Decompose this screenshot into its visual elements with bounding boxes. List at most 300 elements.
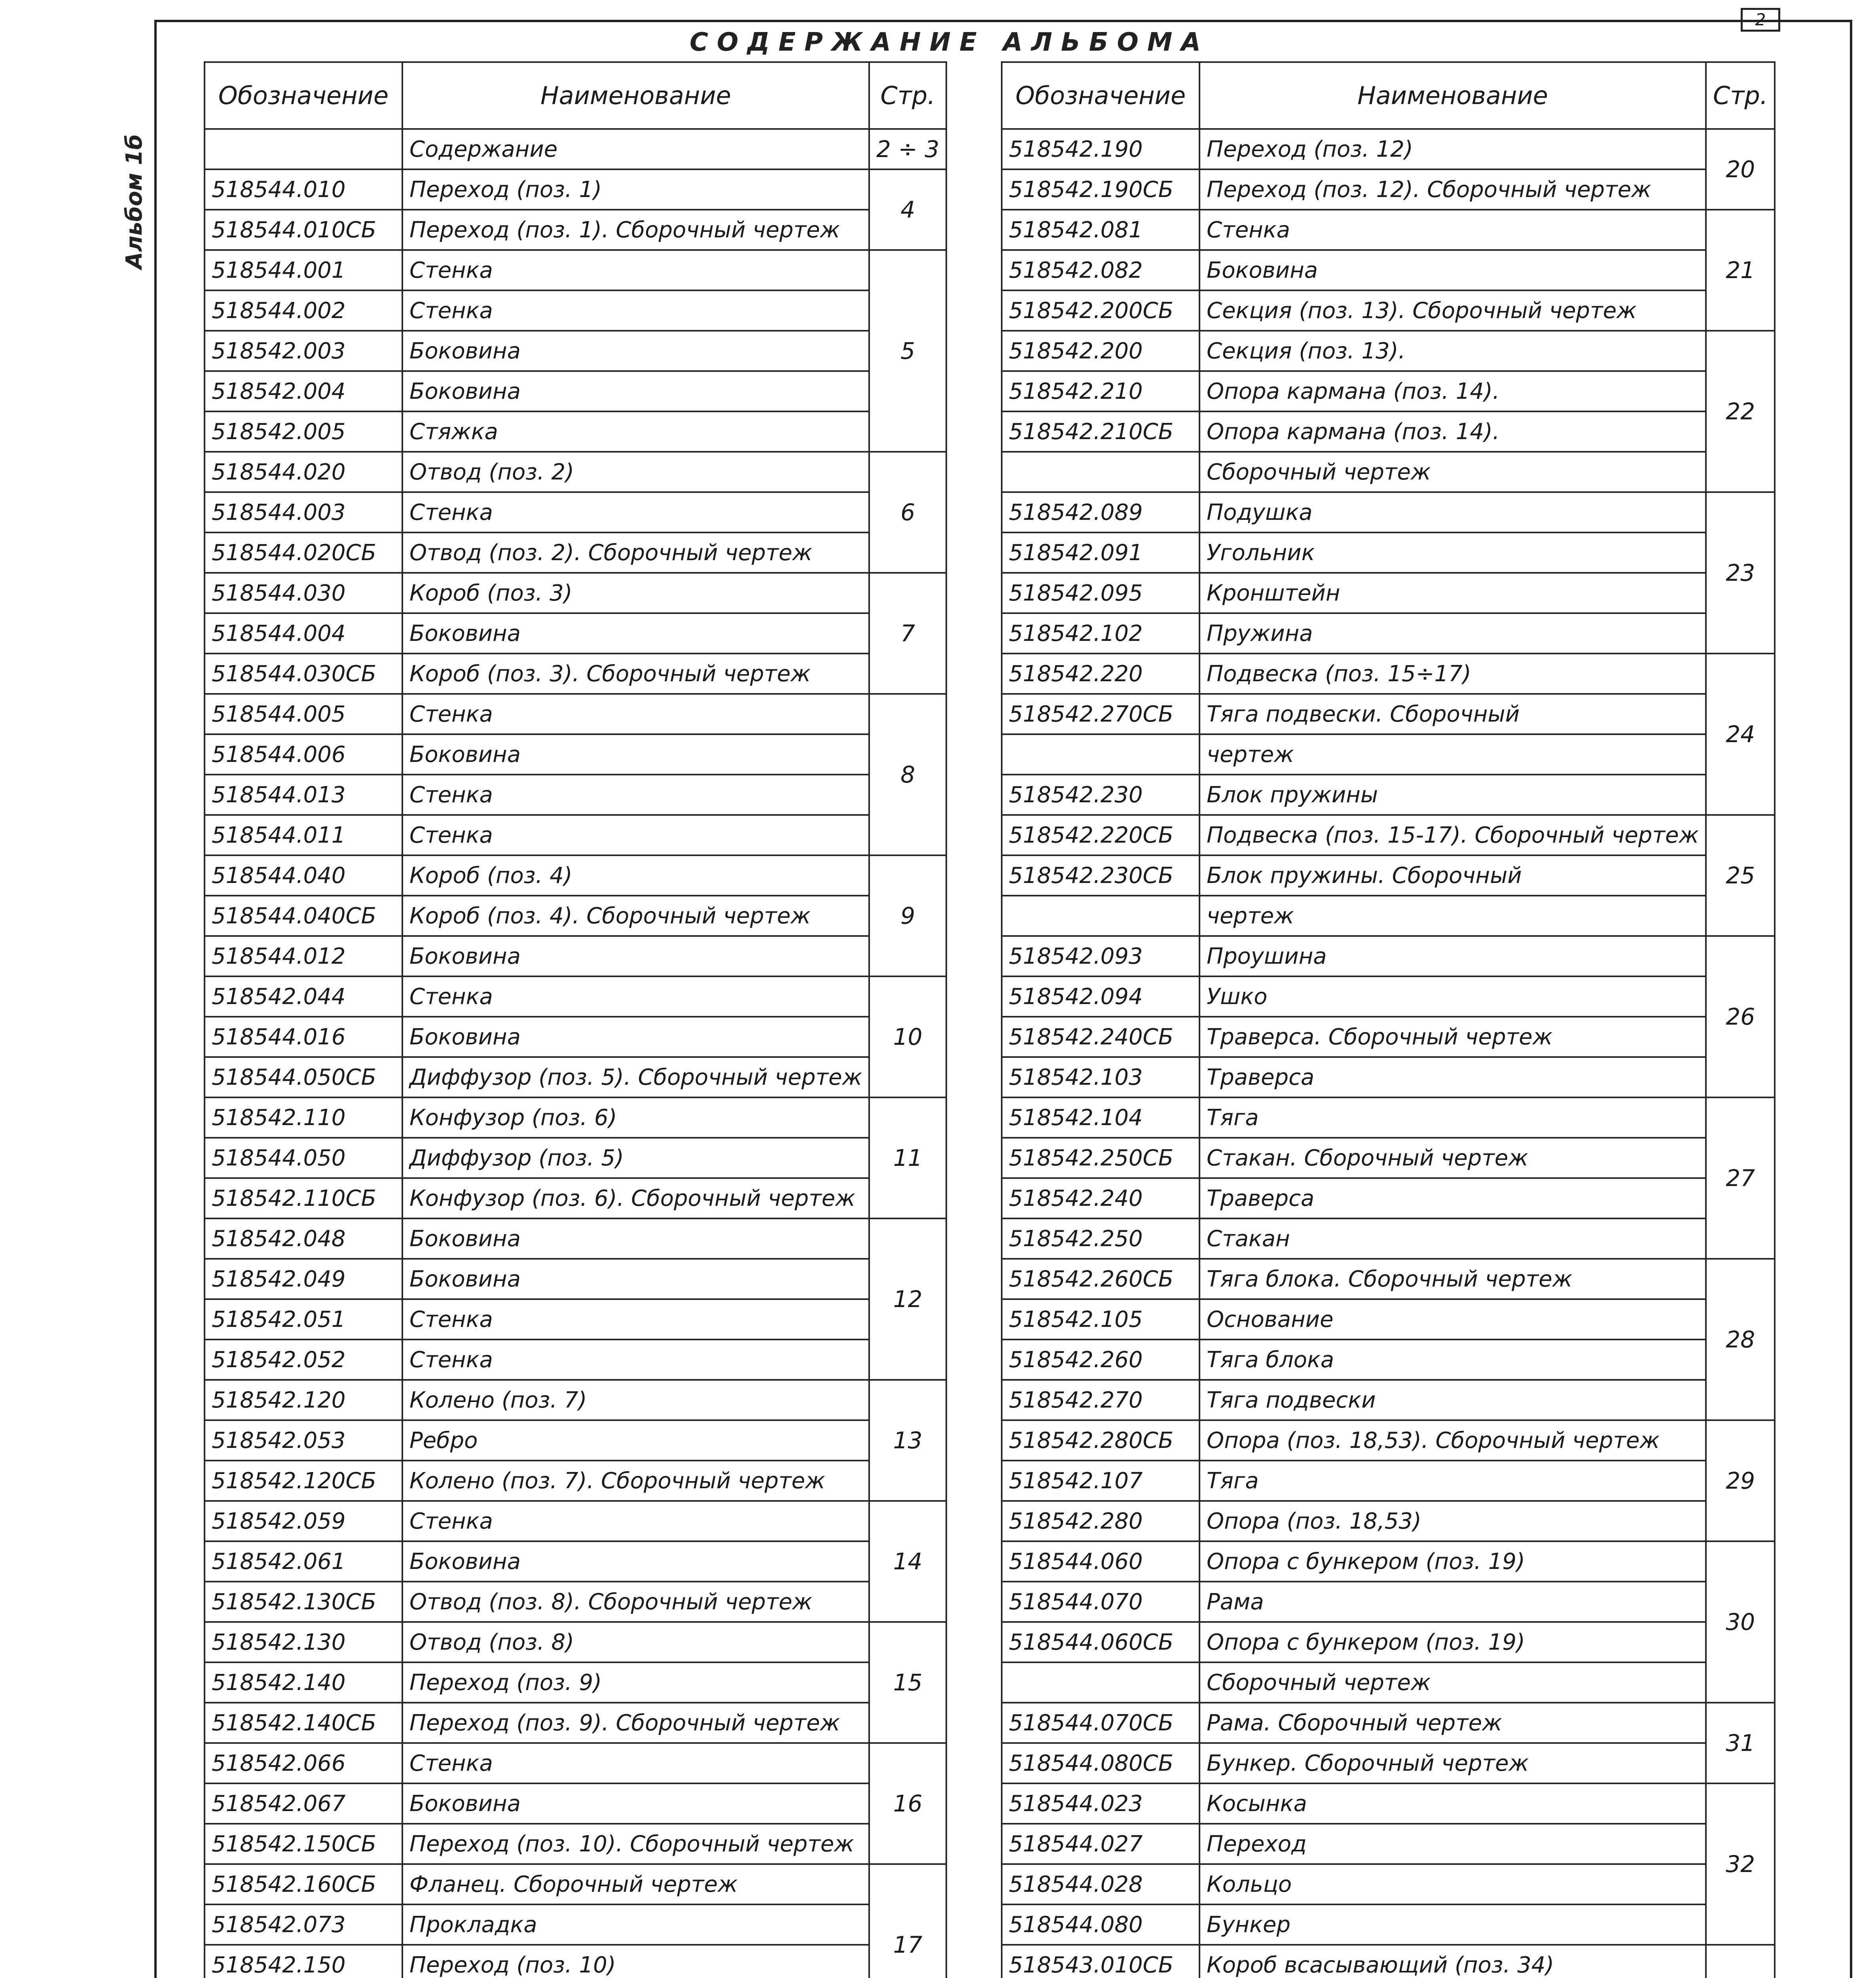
name-cell: Секция (поз. 13). Сборочный чертеж	[1200, 290, 1706, 331]
table-row	[205, 1743, 946, 1783]
header-name: Наименование	[1200, 62, 1706, 129]
designation-cell: 518542.190	[1002, 129, 1200, 169]
designation-cell: 518542.061	[205, 1541, 402, 1582]
name-cell: Переход (поз. 12). Сборочный чертеж	[1200, 169, 1706, 210]
table-row	[1002, 1461, 1775, 1501]
name-cell: Тяга	[1200, 1097, 1706, 1138]
name-cell: Стенка	[402, 250, 869, 290]
name-cell: Боковина	[402, 1541, 869, 1582]
name-cell: Кольцо	[1200, 1864, 1706, 1904]
name-cell: Опора кармана (поз. 14).	[1200, 371, 1706, 411]
designation-cell: 518542.052	[205, 1340, 402, 1380]
name-cell: Конфузор (поз. 6). Сборочный чертеж	[402, 1178, 869, 1218]
designation-cell: 518542.200	[1002, 331, 1200, 371]
designation-cell: 518544.023	[1002, 1783, 1200, 1824]
name-cell: Стенка	[402, 1743, 869, 1783]
name-cell: Блок пружины. Сборочный	[1200, 855, 1706, 896]
table-row	[1002, 1783, 1775, 1824]
contents-table-left	[204, 61, 947, 1978]
page-cell: 24	[1706, 654, 1775, 815]
name-cell: Стенка	[402, 1340, 869, 1380]
name-cell: Бункер. Сборочный чертеж	[1200, 1743, 1706, 1783]
name-cell: Подвеска (поз. 15-17). Сборочный чертеж	[1200, 815, 1706, 855]
designation-cell: 518542.240СБ	[1002, 1017, 1200, 1057]
name-cell: Стенка	[402, 492, 869, 532]
designation-cell: 518544.013	[205, 775, 402, 815]
table-row	[1002, 129, 1775, 169]
table-row	[205, 1461, 946, 1501]
table-row	[205, 1541, 946, 1582]
album-label: Альбом 1б	[121, 134, 147, 269]
table-row	[205, 1945, 946, 1978]
table-row	[1002, 1582, 1775, 1622]
designation-cell: 518542.220СБ	[1002, 815, 1200, 855]
table-row	[205, 1218, 946, 1259]
name-cell: Опора кармана (поз. 14).	[1200, 411, 1706, 452]
designation-cell: 518542.220	[1002, 654, 1200, 694]
table-row	[205, 694, 946, 734]
name-cell: Колено (поз. 7)	[402, 1380, 869, 1420]
designation-cell	[1002, 452, 1200, 492]
name-cell: Рама. Сборочный чертеж	[1200, 1703, 1706, 1743]
designation-cell: 518542.210СБ	[1002, 411, 1200, 452]
table-row	[1002, 654, 1775, 694]
page-cell: 28	[1706, 1259, 1775, 1420]
designation-cell: 518542.110	[205, 1097, 402, 1138]
name-cell: Фланец. Сборочный чертеж	[402, 1864, 869, 1904]
designation-cell: 518544.060	[1002, 1541, 1200, 1582]
table-row	[205, 896, 946, 936]
table-row	[205, 613, 946, 654]
table-row	[205, 815, 946, 855]
page-cell: 20	[1706, 129, 1775, 210]
name-cell: Короб (поз. 3)	[402, 573, 869, 613]
designation-cell: 518542.280	[1002, 1501, 1200, 1541]
name-cell: Переход	[1200, 1824, 1706, 1864]
designation-cell: 518544.027	[1002, 1824, 1200, 1864]
designation-cell: 518542.044	[205, 976, 402, 1017]
name-cell: Сборочный чертеж	[1200, 1662, 1706, 1703]
table-row	[1002, 855, 1775, 896]
table-row	[1002, 1380, 1775, 1420]
name-cell: Короб (поз. 4). Сборочный чертеж	[402, 896, 869, 936]
name-cell: Траверса	[1200, 1057, 1706, 1097]
designation-cell: 518542.089	[1002, 492, 1200, 532]
table-row	[1002, 613, 1775, 654]
name-cell: Переход (поз. 10). Сборочный чертеж	[402, 1824, 869, 1864]
table-row	[205, 452, 946, 492]
designation-cell: 518544.011	[205, 815, 402, 855]
table-row	[205, 169, 946, 210]
designation-cell: 518542.091	[1002, 532, 1200, 573]
designation-cell: 518544.030СБ	[205, 654, 402, 694]
table-row	[1002, 694, 1775, 734]
header-designation: Обозначение	[1002, 62, 1200, 129]
designation-cell: 518544.016	[205, 1017, 402, 1057]
designation-cell	[205, 129, 402, 169]
table-row	[1002, 1017, 1775, 1057]
name-cell: чертеж	[1200, 734, 1706, 775]
name-cell: Диффузор (поз. 5). Сборочный чертеж	[402, 1057, 869, 1097]
name-cell: Короб (поз. 3). Сборочный чертеж	[402, 654, 869, 694]
designation-cell: 518542.104	[1002, 1097, 1200, 1138]
designation-cell: 518544.006	[205, 734, 402, 775]
designation-cell: 518544.050	[205, 1138, 402, 1178]
table-header-row	[1002, 62, 1775, 129]
designation-cell: 518544.060СБ	[1002, 1622, 1200, 1662]
designation-cell: 518542.270СБ	[1002, 694, 1200, 734]
name-cell: Стакан	[1200, 1218, 1706, 1259]
designation-cell: 518544.050СБ	[205, 1057, 402, 1097]
name-cell: Боковина	[402, 331, 869, 371]
designation-cell: 518542.230	[1002, 775, 1200, 815]
table-row	[1002, 1501, 1775, 1541]
designation-cell: 518542.005	[205, 411, 402, 452]
table-row	[205, 492, 946, 532]
header-page: Стр.	[1706, 62, 1775, 129]
table-row	[205, 290, 946, 331]
name-cell: Переход (поз. 1)	[402, 169, 869, 210]
table-row	[1002, 775, 1775, 815]
name-cell: Тяга подвески. Сборочный	[1200, 694, 1706, 734]
table-row	[1002, 573, 1775, 613]
designation-cell: 518542.107	[1002, 1461, 1200, 1501]
table-row	[205, 210, 946, 250]
page-cell	[1706, 1945, 1775, 1978]
page-cell: 14	[869, 1501, 946, 1622]
name-cell: Тяга подвески	[1200, 1380, 1706, 1420]
page-cell: 30	[1706, 1541, 1775, 1703]
table-row	[205, 1582, 946, 1622]
table-row	[1002, 532, 1775, 573]
name-cell: Боковина	[1200, 250, 1706, 290]
table-row	[205, 1622, 946, 1662]
table-row	[1002, 1259, 1775, 1299]
header-page: Стр.	[869, 62, 946, 129]
table-row	[1002, 1864, 1775, 1904]
table-row	[205, 1259, 946, 1299]
name-cell: Траверса. Сборочный чертеж	[1200, 1017, 1706, 1057]
name-cell: Отвод (поз. 8)	[402, 1622, 869, 1662]
table-row	[205, 411, 946, 452]
table-row	[1002, 371, 1775, 411]
table-row	[205, 1340, 946, 1380]
designation-cell: 518542.250СБ	[1002, 1138, 1200, 1178]
name-cell: Опора (поз. 18,53)	[1200, 1501, 1706, 1541]
table-row	[1002, 976, 1775, 1017]
table-row	[205, 129, 946, 169]
name-cell: Боковина	[402, 734, 869, 775]
table-row	[205, 1864, 946, 1904]
table-row	[1002, 815, 1775, 855]
name-cell: Подвеска (поз. 15÷17)	[1200, 654, 1706, 694]
table-row	[205, 1057, 946, 1097]
page-cell: 23	[1706, 492, 1775, 654]
table-row	[205, 976, 946, 1017]
table-row	[1002, 1904, 1775, 1945]
name-cell: Боковина	[402, 936, 869, 976]
name-cell: Стенка	[402, 815, 869, 855]
table-row	[205, 775, 946, 815]
designation-cell: 518542.048	[205, 1218, 402, 1259]
designation-cell: 518542.230СБ	[1002, 855, 1200, 896]
page-cell: 32	[1706, 1783, 1775, 1945]
designation-cell: 518542.103	[1002, 1057, 1200, 1097]
designation-cell: 518542.095	[1002, 573, 1200, 613]
table-row	[205, 654, 946, 694]
name-cell: Тяга блока. Сборочный чертеж	[1200, 1259, 1706, 1299]
designation-cell: 518542.073	[205, 1904, 402, 1945]
name-cell: Боковина	[402, 1017, 869, 1057]
table-row	[205, 1097, 946, 1138]
name-cell: Стакан. Сборочный чертеж	[1200, 1138, 1706, 1178]
table-row	[205, 1380, 946, 1420]
page-cell: 29	[1706, 1420, 1775, 1541]
corner-sheet-number: 2	[1741, 8, 1780, 32]
name-cell: Боковина	[402, 613, 869, 654]
table-row	[1002, 734, 1775, 775]
page-cell: 15	[869, 1622, 946, 1743]
name-cell: Стенка	[402, 775, 869, 815]
table-row	[1002, 1945, 1775, 1978]
designation-cell: 518542.059	[205, 1501, 402, 1541]
designation-cell: 518544.020	[205, 452, 402, 492]
name-cell: Секция (поз. 13).	[1200, 331, 1706, 371]
table-row	[1002, 936, 1775, 976]
designation-cell: 518542.053	[205, 1420, 402, 1461]
page-cell: 17	[869, 1864, 946, 1978]
name-cell: Короб (поз. 4)	[402, 855, 869, 896]
table-row	[205, 1420, 946, 1461]
table-row	[205, 573, 946, 613]
page-cell: 21	[1706, 210, 1775, 331]
page-cell: 25	[1706, 815, 1775, 936]
table-row	[1002, 1218, 1775, 1259]
name-cell: Подушка	[1200, 492, 1706, 532]
designation-cell: 518544.040	[205, 855, 402, 896]
designation-cell: 518542.250	[1002, 1218, 1200, 1259]
name-cell: Переход (поз. 9)	[402, 1662, 869, 1703]
name-cell: Диффузор (поз. 5)	[402, 1138, 869, 1178]
designation-cell: 518544.002	[205, 290, 402, 331]
table-row	[1002, 1824, 1775, 1864]
designation-cell: 518542.102	[1002, 613, 1200, 654]
table-row	[1002, 1340, 1775, 1380]
table-row	[205, 1783, 946, 1824]
designation-cell: 518544.080	[1002, 1904, 1200, 1945]
name-cell: Боковина	[402, 1218, 869, 1259]
table-row	[205, 331, 946, 371]
designation-cell: 518542.105	[1002, 1299, 1200, 1340]
designation-cell: 518542.003	[205, 331, 402, 371]
designation-cell: 518544.004	[205, 613, 402, 654]
name-cell: Стяжка	[402, 411, 869, 452]
name-cell: Тяга	[1200, 1461, 1706, 1501]
table-row	[1002, 210, 1775, 250]
page-cell: 26	[1706, 936, 1775, 1097]
name-cell: Короб всасывающий (поз. 34)	[1200, 1945, 1706, 1978]
contents-table-right	[1001, 61, 1776, 1978]
designation-cell: 518542.260СБ	[1002, 1259, 1200, 1299]
designation-cell: 518542.160СБ	[205, 1864, 402, 1904]
name-cell: Содержание	[402, 129, 869, 169]
page-cell: 5	[869, 250, 946, 452]
name-cell: Отвод (поз. 2). Сборочный чертеж	[402, 532, 869, 573]
table-row	[1002, 1622, 1775, 1662]
table-row	[1002, 1662, 1775, 1703]
page-cell: 11	[869, 1097, 946, 1218]
designation-cell: 518542.190СБ	[1002, 169, 1200, 210]
page-cell: 8	[869, 694, 946, 855]
designation-cell: 518542.110СБ	[205, 1178, 402, 1218]
page-title: СОДЕРЖАНИЕ АЛЬБОМА	[690, 28, 1209, 57]
name-cell: Боковина	[402, 371, 869, 411]
name-cell: Тяга блока	[1200, 1340, 1706, 1380]
designation-cell: 518542.260	[1002, 1340, 1200, 1380]
name-cell: Стенка	[402, 976, 869, 1017]
page-cell: 7	[869, 573, 946, 694]
designation-cell: 518542.081	[1002, 210, 1200, 250]
name-cell: Опора с бункером (поз. 19)	[1200, 1622, 1706, 1662]
table-row	[205, 1824, 946, 1864]
table-row	[1002, 1743, 1775, 1783]
page-cell: 6	[869, 452, 946, 573]
designation-cell: 518544.080СБ	[1002, 1743, 1200, 1783]
designation-cell: 518542.130	[205, 1622, 402, 1662]
name-cell: Переход (поз. 1). Сборочный чертеж	[402, 210, 869, 250]
designation-cell: 518542.120СБ	[205, 1461, 402, 1501]
table-row	[1002, 1703, 1775, 1743]
designation-cell: 518544.010СБ	[205, 210, 402, 250]
designation-cell: 518542.004	[205, 371, 402, 411]
table-row	[205, 250, 946, 290]
name-cell: Боковина	[402, 1783, 869, 1824]
name-cell: Основание	[1200, 1299, 1706, 1340]
designation-cell	[1002, 896, 1200, 936]
table-row	[205, 855, 946, 896]
table-row	[1002, 492, 1775, 532]
header-designation: Обозначение	[205, 62, 402, 129]
designation-cell: 518544.003	[205, 492, 402, 532]
table-row	[1002, 411, 1775, 452]
designation-cell: 518542.130СБ	[205, 1582, 402, 1622]
name-cell: Переход (поз. 9). Сборочный чертеж	[402, 1703, 869, 1743]
table-row	[205, 1138, 946, 1178]
table-row	[1002, 1097, 1775, 1138]
table-row	[205, 532, 946, 573]
page-cell: 4	[869, 169, 946, 250]
designation-cell: 518544.030	[205, 573, 402, 613]
name-cell: Опора с бункером (поз. 19)	[1200, 1541, 1706, 1582]
table-header-row	[205, 62, 946, 129]
designation-cell: 518542.093	[1002, 936, 1200, 976]
designation-cell: 518542.120	[205, 1380, 402, 1420]
designation-cell: 518542.240	[1002, 1178, 1200, 1218]
name-cell: Переход (поз. 12)	[1200, 129, 1706, 169]
designation-cell: 518544.012	[205, 936, 402, 976]
designation-cell: 518544.001	[205, 250, 402, 290]
table-row	[1002, 1541, 1775, 1582]
designation-cell: 518542.200СБ	[1002, 290, 1200, 331]
designation-cell	[1002, 734, 1200, 775]
table-row	[1002, 1057, 1775, 1097]
table-row	[205, 1703, 946, 1743]
table-row	[1002, 1299, 1775, 1340]
name-cell: Ребро	[402, 1420, 869, 1461]
table-row	[205, 1904, 946, 1945]
page-cell: 27	[1706, 1097, 1775, 1259]
table-row	[205, 1299, 946, 1340]
name-cell: Косынка	[1200, 1783, 1706, 1824]
name-cell: Траверса	[1200, 1178, 1706, 1218]
name-cell: Угольник	[1200, 532, 1706, 573]
designation-cell: 518542.082	[1002, 250, 1200, 290]
table-row	[1002, 452, 1775, 492]
page-cell: 22	[1706, 331, 1775, 492]
page-cell: 13	[869, 1380, 946, 1501]
table-row	[205, 1178, 946, 1218]
name-cell: Боковина	[402, 1259, 869, 1299]
table-row	[205, 734, 946, 775]
name-cell: чертеж	[1200, 896, 1706, 936]
name-cell: Пружина	[1200, 613, 1706, 654]
table-row	[1002, 290, 1775, 331]
designation-cell: 518542.067	[205, 1783, 402, 1824]
designation-cell: 518542.270	[1002, 1380, 1200, 1420]
designation-cell	[1002, 1662, 1200, 1703]
page-cell: 31	[1706, 1703, 1775, 1783]
designation-cell: 518544.005	[205, 694, 402, 734]
designation-cell: 518542.150СБ	[205, 1824, 402, 1864]
page-cell: 12	[869, 1218, 946, 1380]
name-cell: Переход (поз. 10)	[402, 1945, 869, 1978]
designation-cell: 518544.070СБ	[1002, 1703, 1200, 1743]
designation-cell: 518544.040СБ	[205, 896, 402, 936]
name-cell: Отвод (поз. 8). Сборочный чертеж	[402, 1582, 869, 1622]
name-cell: Прокладка	[402, 1904, 869, 1945]
designation-cell: 518542.150	[205, 1945, 402, 1978]
name-cell: Стенка	[1200, 210, 1706, 250]
name-cell: Ушко	[1200, 976, 1706, 1017]
designation-cell: 518542.140	[205, 1662, 402, 1703]
name-cell: Кронштейн	[1200, 573, 1706, 613]
table-row	[1002, 169, 1775, 210]
table-row	[205, 1662, 946, 1703]
designation-cell: 518542.051	[205, 1299, 402, 1340]
name-cell: Отвод (поз. 2)	[402, 452, 869, 492]
designation-cell: 518542.066	[205, 1743, 402, 1783]
name-cell: Стенка	[402, 1501, 869, 1541]
table-row	[205, 1501, 946, 1541]
name-cell: Опора (поз. 18,53). Сборочный чертеж	[1200, 1420, 1706, 1461]
designation-cell: 518542.094	[1002, 976, 1200, 1017]
table-row	[1002, 1138, 1775, 1178]
name-cell: Бункер	[1200, 1904, 1706, 1945]
page-cell: 9	[869, 855, 946, 976]
designation-cell: 518542.280СБ	[1002, 1420, 1200, 1461]
table-row	[1002, 250, 1775, 290]
name-cell: Конфузор (поз. 6)	[402, 1097, 869, 1138]
name-cell: Колено (поз. 7). Сборочный чертеж	[402, 1461, 869, 1501]
designation-cell: 518542.049	[205, 1259, 402, 1299]
page-cell: 2 ÷ 3	[869, 129, 946, 169]
name-cell: Стенка	[402, 694, 869, 734]
designation-cell: 518542.210	[1002, 371, 1200, 411]
table-row	[205, 936, 946, 976]
table-row	[205, 1017, 946, 1057]
table-row	[1002, 1178, 1775, 1218]
designation-cell: 518543.010СБ	[1002, 1945, 1200, 1978]
